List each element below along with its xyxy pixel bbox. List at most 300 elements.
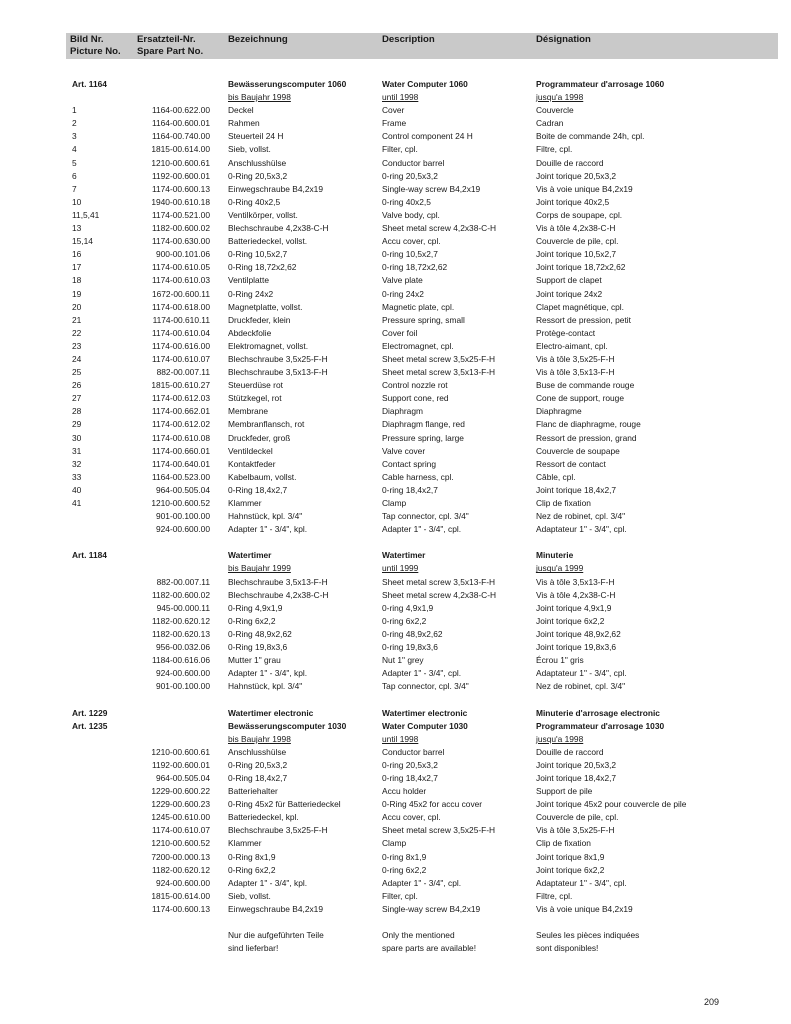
table-row xyxy=(0,615,791,628)
table-row xyxy=(0,562,791,575)
table-row xyxy=(0,824,791,837)
description-cell: Sheet metal screw 3,5x13-F-H xyxy=(382,576,496,587)
description-cell: Sheet metal screw 4,2x38-C-H xyxy=(382,589,497,600)
description-cell: Valve cover xyxy=(382,445,426,456)
part-no-cell: 1174-00.610.07 xyxy=(151,825,210,836)
designation-cell: Programmateur d'arrosage 1030 xyxy=(536,720,665,731)
part-no-cell: 882-00.007.11 xyxy=(156,367,210,378)
designation-cell: Clip de fixation xyxy=(536,838,591,849)
description-cell: 0-ring 10,5x2,7 xyxy=(382,249,438,260)
description-cell: Control nozzle rot xyxy=(382,380,448,391)
bezeichnung-cell: Batteriehalter xyxy=(228,786,278,797)
bezeichnung-cell: Druckfeder, groß xyxy=(228,432,291,443)
picture-no-cell: 10 xyxy=(72,196,82,207)
designation-cell: Cone de support, rouge xyxy=(536,393,624,404)
description-cell: Tap connector, cpl. 3/4" xyxy=(382,511,469,522)
table-row xyxy=(0,576,791,589)
description-cell: until 1999 xyxy=(382,563,419,574)
bezeichnung-cell: 0-Ring 10,5x2,7 xyxy=(228,249,288,260)
bezeichnung-cell: Anschlusshülse xyxy=(228,157,287,168)
part-no-cell: 1174-00.612.03 xyxy=(151,393,210,404)
bezeichnung-cell: Kontaktfeder xyxy=(228,458,276,469)
table-row xyxy=(0,314,791,327)
picture-no-cell: 1 xyxy=(72,105,77,116)
bezeichnung-cell: 0-Ring 20,5x3,2 xyxy=(228,759,288,770)
part-no-cell: 1174-00.521.00 xyxy=(151,209,210,220)
part-no-cell: 1174-00.640.01 xyxy=(151,458,210,469)
table-row xyxy=(0,811,791,824)
picture-no-cell: 21 xyxy=(72,314,82,325)
table-row xyxy=(0,432,791,445)
designation-cell: Boite de commande 24h, cpl. xyxy=(536,131,645,142)
description-cell: 0-ring 18,4x2,7 xyxy=(382,484,438,495)
designation-cell: Filtre, cpl. xyxy=(536,144,573,155)
table-row xyxy=(0,196,791,209)
table-row xyxy=(0,274,791,287)
description-cell: Cover foil xyxy=(382,327,418,338)
table-row xyxy=(0,117,791,130)
description-cell: 0-ring 4,9x1,9 xyxy=(382,602,434,613)
table-row xyxy=(0,877,791,890)
part-no-cell: 1182-00.600.02 xyxy=(151,223,210,234)
description-cell: 0-ring 24x2 xyxy=(382,288,424,299)
table-row xyxy=(0,497,791,510)
designation-cell: Joint torique 24x2 xyxy=(536,288,603,299)
designation-cell: Joint torique 18,72x2,62 xyxy=(536,262,626,273)
description-cell: Cable harness, cpl. xyxy=(382,471,454,482)
designation-cell: Joint torique 48,9x2,62 xyxy=(536,628,621,639)
table-row xyxy=(0,929,791,942)
table-row xyxy=(0,523,791,536)
bezeichnung-cell: Nur die aufgeführten Teile xyxy=(228,930,324,941)
picture-no-cell: Art. 1235 xyxy=(72,720,108,731)
bezeichnung-cell: Hahnstück, kpl. 3/4" xyxy=(228,681,303,692)
part-no-cell: 1174-00.616.00 xyxy=(151,340,210,351)
description-cell: 0-Ring 45x2 for accu cover xyxy=(382,799,483,810)
bezeichnung-cell: 0-Ring 45x2 für Batteriedeckel xyxy=(228,799,341,810)
designation-cell: Buse de commande rouge xyxy=(536,380,635,391)
table-row xyxy=(0,392,791,405)
bezeichnung-cell: Anschlusshülse xyxy=(228,746,287,757)
part-no-cell: 956-00.032.06 xyxy=(155,642,210,653)
bezeichnung-cell: 0-Ring 19,8x3,6 xyxy=(228,642,288,653)
designation-cell: Ressort de contact xyxy=(536,458,606,469)
description-cell: 0-ring 40x2,5 xyxy=(382,196,431,207)
description-cell: Valve plate xyxy=(382,275,423,286)
picture-no-cell: 11,5,41 xyxy=(72,209,100,220)
description-cell: Only the mentioned xyxy=(382,930,455,941)
part-no-cell: 1210-00.600.52 xyxy=(151,838,210,849)
part-no-cell: 1174-00.600.13 xyxy=(151,183,210,194)
table-row xyxy=(0,458,791,471)
table-row xyxy=(0,418,791,431)
part-no-cell: 1182-00.620.12 xyxy=(151,864,210,875)
part-no-cell: 1174-00.610.08 xyxy=(151,432,210,443)
part-no-cell: 1174-00.600.13 xyxy=(151,903,210,914)
picture-no-cell: 25 xyxy=(72,367,82,378)
description-cell: Accu cover, cpl. xyxy=(382,236,441,247)
description-cell: 0-ring 6x2,2 xyxy=(382,615,427,626)
picture-no-cell: 6 xyxy=(72,170,77,181)
table-row xyxy=(0,143,791,156)
description-cell: Sheet metal screw 3,5x25-F-H xyxy=(382,353,496,364)
table-row xyxy=(0,680,791,693)
table-row xyxy=(0,864,791,877)
bezeichnung-cell: Watertimer xyxy=(228,550,272,561)
part-no-cell: 1182-00.600.02 xyxy=(151,589,210,600)
description-cell: Frame xyxy=(382,118,407,129)
designation-cell: Clapet magnétique, cpl. xyxy=(536,301,624,312)
table-row xyxy=(0,890,791,903)
designation-cell: Joint torique 6x2,2 xyxy=(536,864,605,875)
designation-cell: jusqu'a 1998 xyxy=(536,92,584,103)
bezeichnung-cell: Ventilplatte xyxy=(228,275,269,286)
designation-cell: Ressort de pression, grand xyxy=(536,432,637,443)
picture-no-cell: 18 xyxy=(72,275,82,286)
bezeichnung-cell: Steuerdüse rot xyxy=(228,380,283,391)
description-cell: Pressure spring, small xyxy=(382,314,465,325)
picture-no-cell: 24 xyxy=(72,353,82,364)
designation-cell: Vis à tôle 3,5x25-F-H xyxy=(536,353,615,364)
table-row xyxy=(0,759,791,772)
designation-cell: Joint torique 20,5x3,2 xyxy=(536,759,617,770)
picture-no-cell: 31 xyxy=(72,445,82,456)
table-row xyxy=(0,707,791,720)
description-cell: Control component 24 H xyxy=(382,131,473,142)
part-no-cell: 1174-00.610.03 xyxy=(151,275,210,286)
picture-no-cell: 2 xyxy=(72,118,77,129)
designation-cell: Couvercle de pile, cpl. xyxy=(536,812,619,823)
bezeichnung-cell: Abdeckfolie xyxy=(228,327,272,338)
part-no-cell: 1164-00.622.00 xyxy=(151,105,210,116)
bezeichnung-cell: Hahnstück, kpl. 3/4" xyxy=(228,511,303,522)
bezeichnung-cell: 0-Ring 8x1,9 xyxy=(228,851,276,862)
picture-no-cell: 30 xyxy=(72,432,82,443)
page-number: 209 xyxy=(704,997,720,1007)
bezeichnung-cell: Membranflansch, rot xyxy=(228,419,305,430)
bezeichnung-cell: Blechschraube 3,5x25-F-H xyxy=(228,825,328,836)
bezeichnung-cell: Blechschraube 4,2x38-C-H xyxy=(228,223,329,234)
picture-no-cell: 7 xyxy=(72,183,77,194)
bezeichnung-cell: bis Baujahr 1998 xyxy=(228,733,291,744)
description-cell: 0-ring 19,8x3,6 xyxy=(382,642,438,653)
description-cell: Accu cover, cpl. xyxy=(382,812,441,823)
bezeichnung-cell: bis Baujahr 1999 xyxy=(228,563,291,574)
description-cell: Single-way screw B4,2x19 xyxy=(382,903,481,914)
description-cell: Pressure spring, large xyxy=(382,432,464,443)
spacer-row xyxy=(0,536,791,549)
designation-cell: Adaptateur 1" - 3/4", cpl. xyxy=(536,877,627,888)
table-row xyxy=(0,471,791,484)
table-row xyxy=(0,733,791,746)
picture-no-cell: 41 xyxy=(72,498,82,508)
part-no-cell: 1174-00.630.00 xyxy=(151,236,210,247)
bezeichnung-cell: Blechschraube 3,5x13-F-H xyxy=(228,576,328,587)
description-cell: Filter, cpl. xyxy=(382,144,418,155)
picture-no-cell: 32 xyxy=(72,458,82,469)
table-row xyxy=(0,130,791,143)
part-no-cell: 945-00.000.11 xyxy=(156,602,210,613)
part-no-cell: 1174-00.610.11 xyxy=(152,314,210,325)
designation-cell: Cadran xyxy=(536,118,564,129)
picture-no-cell: 19 xyxy=(72,288,82,299)
description-cell: Accu holder xyxy=(382,786,427,797)
designation-cell: Joint torique 8x1,9 xyxy=(536,851,605,862)
designation-cell: Joint torique 4,9x1,9 xyxy=(536,602,612,613)
bezeichnung-cell: Klammer xyxy=(228,498,262,508)
part-no-cell: 1174-00.610.05 xyxy=(151,262,210,273)
part-no-cell: 1174-00.610.07 xyxy=(151,353,210,364)
description-cell: Water Computer 1030 xyxy=(382,720,468,731)
designation-cell: Clip de fixation xyxy=(536,498,591,508)
part-no-cell: 1192-00.600.01 xyxy=(151,759,210,770)
description-cell: 0-ring 18,4x2,7 xyxy=(382,772,438,783)
designation-cell: Vis à voie unique B4,2x19 xyxy=(536,903,633,914)
part-no-cell: 1174-00.618.00 xyxy=(151,301,210,312)
part-no-cell: 1210-00.600.61 xyxy=(151,157,210,168)
part-no-cell: 1182-00.620.12 xyxy=(151,615,210,626)
header-part-no-de: Ersatzteil-Nr. xyxy=(137,34,196,45)
description-cell: Single-way screw B4,2x19 xyxy=(382,183,481,194)
designation-cell: Vis à tôle 3,5x25-F-H xyxy=(536,825,615,836)
bezeichnung-cell: Druckfeder, klein xyxy=(228,314,291,325)
designation-cell: sont disponibles! xyxy=(536,943,599,954)
description-cell: Diaphragm xyxy=(382,406,423,417)
header-picture-no xyxy=(70,34,121,58)
description-cell: Watertimer electronic xyxy=(382,707,468,718)
designation-cell: Douille de raccord xyxy=(536,746,604,757)
bezeichnung-cell: 0-Ring 18,4x2,7 xyxy=(228,484,288,495)
description-cell: 0-ring 20,5x3,2 xyxy=(382,170,438,181)
part-no-cell: 1164-00.600.01 xyxy=(151,118,210,129)
designation-cell: Vis à tôle 4,2x38-C-H xyxy=(536,223,616,234)
bezeichnung-cell: bis Baujahr 1998 xyxy=(228,92,291,103)
description-cell: Adapter 1" - 3/4", cpl. xyxy=(382,877,462,888)
table-row xyxy=(0,327,791,340)
bezeichnung-cell: Mutter 1" grau xyxy=(228,655,281,666)
picture-no-cell: 17 xyxy=(72,262,82,273)
parts-table-body xyxy=(0,78,791,955)
description-cell: spare parts are available! xyxy=(382,943,477,954)
part-no-cell: 1184-00.616.06 xyxy=(151,655,210,666)
part-no-cell: 7200-00.000.13 xyxy=(151,851,210,862)
designation-cell: Joint torique 20,5x3,2 xyxy=(536,170,617,181)
description-cell: Contact spring xyxy=(382,458,436,469)
description-cell: until 1998 xyxy=(382,733,419,744)
description-cell: Nut 1" grey xyxy=(382,655,424,666)
part-no-cell: 900-00.101.06 xyxy=(155,249,210,260)
description-cell: 0-ring 18,72x2,62 xyxy=(382,262,448,273)
designation-cell: Joint torique 19,8x3,6 xyxy=(536,642,617,653)
designation-cell: Couvercle de pile, cpl. xyxy=(536,236,619,247)
designation-cell: Couvercle de soupape xyxy=(536,445,620,456)
designation-cell: Câble, cpl. xyxy=(536,471,576,482)
bezeichnung-cell: Ventildeckel xyxy=(228,445,273,456)
bezeichnung-cell: 0-Ring 24x2 xyxy=(228,288,274,299)
table-row xyxy=(0,222,791,235)
bezeichnung-cell: Rahmen xyxy=(228,118,260,129)
bezeichnung-cell: Bewässerungscomputer 1030 xyxy=(228,720,347,731)
picture-no-cell: 20 xyxy=(72,301,82,312)
spacer-row xyxy=(0,693,791,706)
designation-cell: Minuterie xyxy=(536,550,574,561)
bezeichnung-cell: Batteriedeckel, vollst. xyxy=(228,236,308,247)
table-row xyxy=(0,549,791,562)
bezeichnung-cell: Elektromagnet, vollst. xyxy=(228,340,309,351)
part-no-cell: 1174-00.662.01 xyxy=(151,406,210,417)
description-cell: Electromagnet, cpl. xyxy=(382,340,454,351)
description-cell: Tap connector, cpl. 3/4" xyxy=(382,681,469,692)
table-row xyxy=(0,209,791,222)
description-cell: Magnetic plate, cpl. xyxy=(382,301,455,312)
description-cell: Sheet metal screw 3,5x25-F-H xyxy=(382,825,496,836)
description-cell: 0-ring 20,5x3,2 xyxy=(382,759,438,770)
table-row xyxy=(0,589,791,602)
designation-cell: jusqu'a 1999 xyxy=(536,563,584,574)
designation-cell: Écrou 1" gris xyxy=(536,655,584,666)
bezeichnung-cell: 0-Ring 18,72x2,62 xyxy=(228,262,297,273)
bezeichnung-cell: Steuerteil 24 H xyxy=(228,131,284,142)
part-no-cell: 1815-00.614.00 xyxy=(151,144,210,155)
description-cell: Conductor barrel xyxy=(382,746,445,757)
table-row xyxy=(0,667,791,680)
bezeichnung-cell: Ventilkörper, vollst. xyxy=(228,209,298,220)
bezeichnung-cell: Adapter 1" - 3/4", kpl. xyxy=(228,524,308,535)
part-no-cell: 924-00.600.00 xyxy=(155,524,210,535)
description-cell: Cover xyxy=(382,105,405,116)
table-row xyxy=(0,903,791,916)
bezeichnung-cell: Blechschraube 3,5x13-F-H xyxy=(228,367,328,378)
table-row xyxy=(0,183,791,196)
table-row xyxy=(0,772,791,785)
picture-no-cell: 22 xyxy=(72,327,82,338)
picture-no-cell: 15,14 xyxy=(72,236,93,247)
part-no-cell: 901-00.100.00 xyxy=(155,511,210,522)
designation-cell: Ressort de pression, petit xyxy=(536,314,631,325)
bezeichnung-cell: 0-Ring 4,9x1,9 xyxy=(228,602,283,613)
designation-cell: Corps de soupape, cpl. xyxy=(536,209,623,220)
picture-no-cell: 13 xyxy=(72,223,82,234)
designation-cell: Couvercle xyxy=(536,105,574,116)
bezeichnung-cell: 0-Ring 18,4x2,7 xyxy=(228,772,288,783)
picture-no-cell: Art. 1184 xyxy=(72,550,107,561)
table-row xyxy=(0,78,791,91)
picture-no-cell: Art. 1164 xyxy=(72,79,107,89)
description-cell: Filter, cpl. xyxy=(382,890,418,901)
part-no-cell: 1174-00.610.04 xyxy=(151,327,210,338)
table-row xyxy=(0,235,791,248)
picture-no-cell: 5 xyxy=(72,157,77,168)
table-row xyxy=(0,484,791,497)
spacer-row xyxy=(0,916,791,929)
table-row xyxy=(0,602,791,615)
designation-cell: jusqu'a 1998 xyxy=(536,733,584,744)
bezeichnung-cell: Blechschraube 4,2x38-C-H xyxy=(228,589,329,600)
bezeichnung-cell: 0-Ring 20,5x3,2 xyxy=(228,170,288,181)
picture-no-cell: 16 xyxy=(72,249,82,260)
table-row xyxy=(0,785,791,798)
part-no-cell: 1174-00.660.01 xyxy=(151,445,210,456)
description-cell: Clamp xyxy=(382,498,407,508)
designation-cell: Minuterie d'arrosage electronic xyxy=(536,707,660,718)
part-no-cell: 1174-00.612.02 xyxy=(151,419,210,430)
header-description: Description xyxy=(382,34,435,45)
header-designation: Désignation xyxy=(536,34,591,45)
designation-cell: Electro-aimant, cpl. xyxy=(536,340,608,351)
description-cell: Valve body, cpl. xyxy=(382,209,440,220)
designation-cell: Vis à tôle 4,2x38-C-H xyxy=(536,589,616,600)
bezeichnung-cell: Membrane xyxy=(228,406,269,417)
table-row xyxy=(0,405,791,418)
picture-no-cell: 28 xyxy=(72,406,82,417)
part-no-cell: 924-00.600.00 xyxy=(155,668,210,679)
bezeichnung-cell: 0-Ring 6x2,2 xyxy=(228,615,276,626)
designation-cell: Support de clapet xyxy=(536,275,602,286)
description-cell: Support cone, red xyxy=(382,393,449,404)
designation-cell: Diaphragme xyxy=(536,406,582,417)
table-row xyxy=(0,720,791,733)
table-row xyxy=(0,301,791,314)
table-row xyxy=(0,379,791,392)
header-bezeichnung: Bezeichnung xyxy=(228,34,288,45)
designation-cell: Flanc de diaphragme, rouge xyxy=(536,419,641,430)
description-cell: Watertimer xyxy=(382,550,426,561)
designation-cell: Adaptateur 1" - 3/4", cpl. xyxy=(536,524,627,535)
header-part-no xyxy=(137,34,203,58)
designation-cell: Protège-contact xyxy=(536,327,596,338)
description-cell: 0-ring 6x2,2 xyxy=(382,864,427,875)
table-row xyxy=(0,746,791,759)
table-row xyxy=(0,104,791,117)
bezeichnung-cell: Batteriedeckel, kpl. xyxy=(228,812,299,823)
table-row xyxy=(0,851,791,864)
table-row xyxy=(0,366,791,379)
bezeichnung-cell: Watertimer electronic xyxy=(228,707,314,718)
table-row xyxy=(0,837,791,850)
bezeichnung-cell: Adapter 1" - 3/4", kpl. xyxy=(228,877,308,888)
table-row xyxy=(0,654,791,667)
part-no-cell: 1192-00.600.01 xyxy=(151,170,210,181)
designation-cell: Joint torique 40x2,5 xyxy=(536,196,610,207)
bezeichnung-cell: sind lieferbar! xyxy=(228,943,279,954)
table-row xyxy=(0,445,791,458)
table-row xyxy=(0,628,791,641)
table-row xyxy=(0,248,791,261)
designation-cell: Joint torique 18,4x2,7 xyxy=(536,484,617,495)
bezeichnung-cell: Magnetplatte, vollst. xyxy=(228,301,303,312)
description-cell: until 1998 xyxy=(382,92,419,103)
designation-cell: Nez de robinet, cpl. 3/4" xyxy=(536,681,626,692)
part-no-cell: 1815-00.614.00 xyxy=(151,890,210,901)
table-row xyxy=(0,261,791,274)
part-no-cell: 1672-00.600.11 xyxy=(151,288,210,299)
table-row xyxy=(0,798,791,811)
designation-cell: Vis à tôle 3,5x13-F-H xyxy=(536,576,615,587)
designation-cell: Programmateur d'arrosage 1060 xyxy=(536,79,665,89)
description-cell: Conductor barrel xyxy=(382,157,445,168)
picture-no-cell: 23 xyxy=(72,340,82,351)
header-part-no-en: Spare Part No. xyxy=(137,46,204,57)
designation-cell: Adaptateur 1" - 3/4", cpl. xyxy=(536,668,627,679)
part-no-cell: 964-00.505.04 xyxy=(155,772,210,783)
table-row xyxy=(0,157,791,170)
part-no-cell: 882-00.007.11 xyxy=(156,576,210,587)
part-no-cell: 1245-00.610.00 xyxy=(151,812,210,823)
bezeichnung-cell: Einwegschraube B4,2x19 xyxy=(228,183,323,194)
description-cell: 0-ring 48,9x2,62 xyxy=(382,628,443,639)
table-row xyxy=(0,510,791,523)
table-row xyxy=(0,942,791,955)
